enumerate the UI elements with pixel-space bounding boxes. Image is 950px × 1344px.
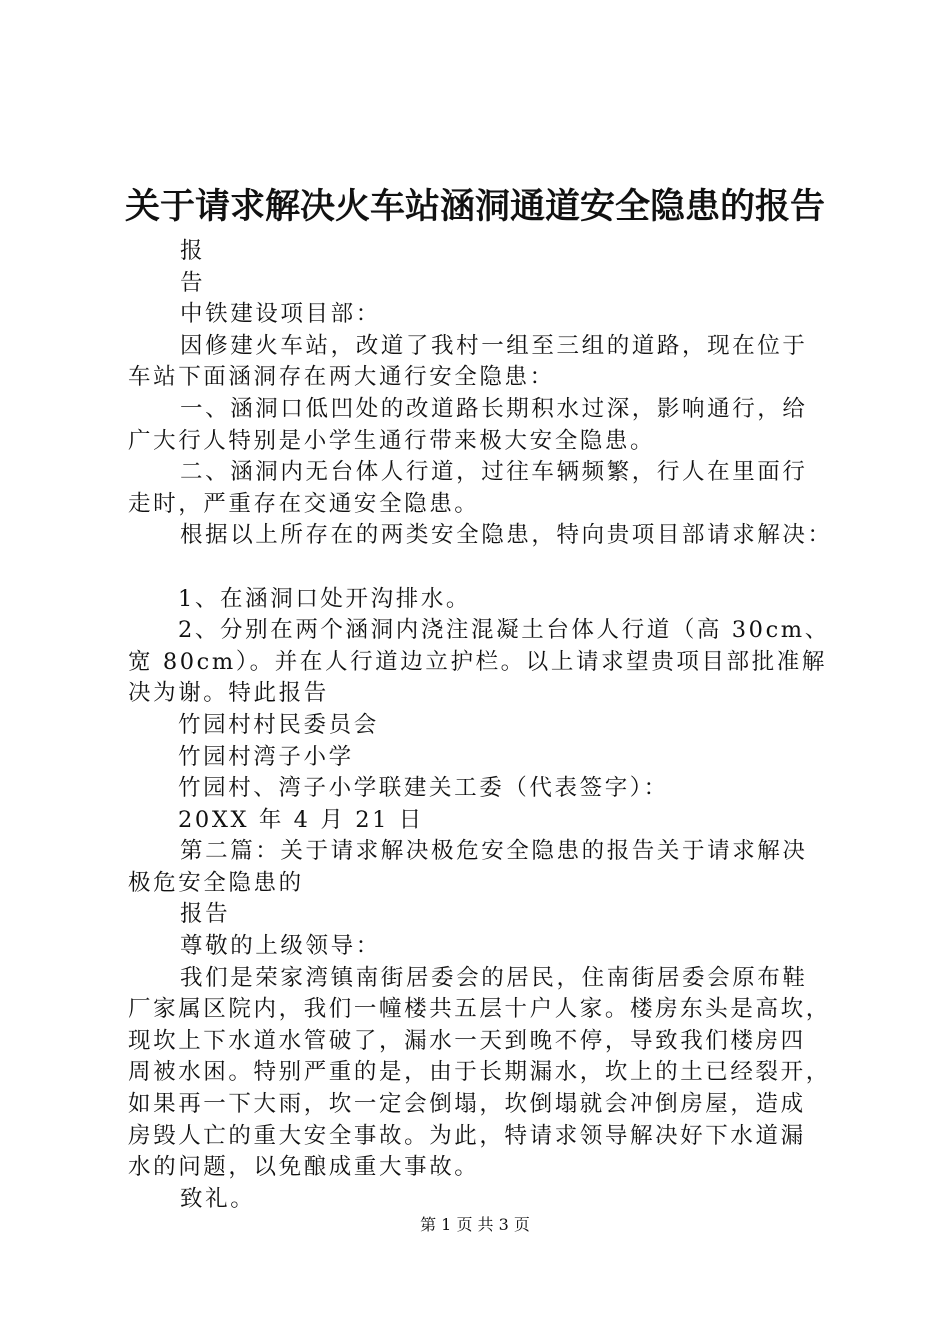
body-line: 周被水困。特别严重的是，由于长期漏水，坎上的土已经裂开， — [128, 1059, 831, 1086]
body-line: 告 — [180, 269, 206, 296]
body-line: 根据以上所存在的两类安全隐患，特向贵项目部请求解决： — [180, 522, 833, 549]
body-line: 水的问题，以免酿成重大事故。 — [128, 1154, 480, 1181]
body-line: 一、涵洞口低凹处的改道路长期积水过深，影响通行，给 — [180, 395, 808, 422]
document-body — [128, 236, 840, 1215]
body-line: 如果再一下大雨，坎一定会倒塌，坎倒塌就会冲倒房屋，造成 — [128, 1091, 806, 1118]
signature-line: 竹园村、湾子小学联建关工委（代表签字）： — [178, 775, 669, 802]
body-line: 致礼。 — [180, 1185, 256, 1212]
body-line: 报告 — [180, 901, 231, 928]
blank-line — [128, 552, 840, 584]
body-line: 报 — [180, 238, 206, 264]
signature-line: 竹园村村民委员会 — [178, 711, 379, 738]
body-line: 中铁建设项目部： — [180, 301, 381, 328]
body-line: 厂家属区院内，我们一幢楼共五层十户人家。楼房东头是高坎， — [128, 996, 831, 1023]
body-line: 走时，严重存在交通安全隐患。 — [128, 490, 480, 517]
body-line: 房毁人亡的重大安全事故。为此，特请求领导解决好下水道漏 — [128, 1122, 806, 1149]
body-line: 尊敬的上级领导： — [180, 933, 381, 960]
page-indicator: 第 1 页 共 3 页 — [420, 1215, 530, 1234]
body-line: 2、分别在两个涵洞内浇注混凝土台体人行道（高 30cm、 — [178, 617, 830, 644]
body-line: 1、在涵洞口处开沟排水。 — [178, 585, 472, 612]
body-line: 车站下面涵洞存在两大通行安全隐患： — [128, 364, 555, 391]
body-line: 因修建火车站，改道了我村一组至三组的道路，现在位于 — [180, 332, 808, 359]
body-line: 现坎上下水道水管破了，漏水一天到晚不停，导致我们楼房四 — [128, 1027, 806, 1054]
body-line: 宽 80cm）。并在人行道边立护栏。以上请求望贵项目部批准解 — [128, 648, 827, 675]
date-line: 20XX 年 4 月 21 日 — [178, 806, 424, 833]
body-line: 第二篇：关于请求解决极危安全隐患的报告关于请求解决 — [180, 838, 808, 865]
body-line: 决为谢。特此报告 — [128, 680, 329, 707]
document-title: 关于请求解决火车站涵洞通道安全隐患的报告 — [124, 186, 825, 227]
body-line: 广大行人特别是小学生通行带来极大安全隐患。 — [128, 427, 656, 454]
body-line: 二、涵洞内无台体人行道，过往车辆频繁，行人在里面行 — [180, 459, 808, 486]
body-line: 极危安全隐患的 — [128, 869, 304, 896]
signature-line: 竹园村湾子小学 — [178, 743, 354, 770]
body-line: 我们是荣家湾镇南街居委会的居民，住南街居委会原布鞋 — [180, 964, 808, 991]
